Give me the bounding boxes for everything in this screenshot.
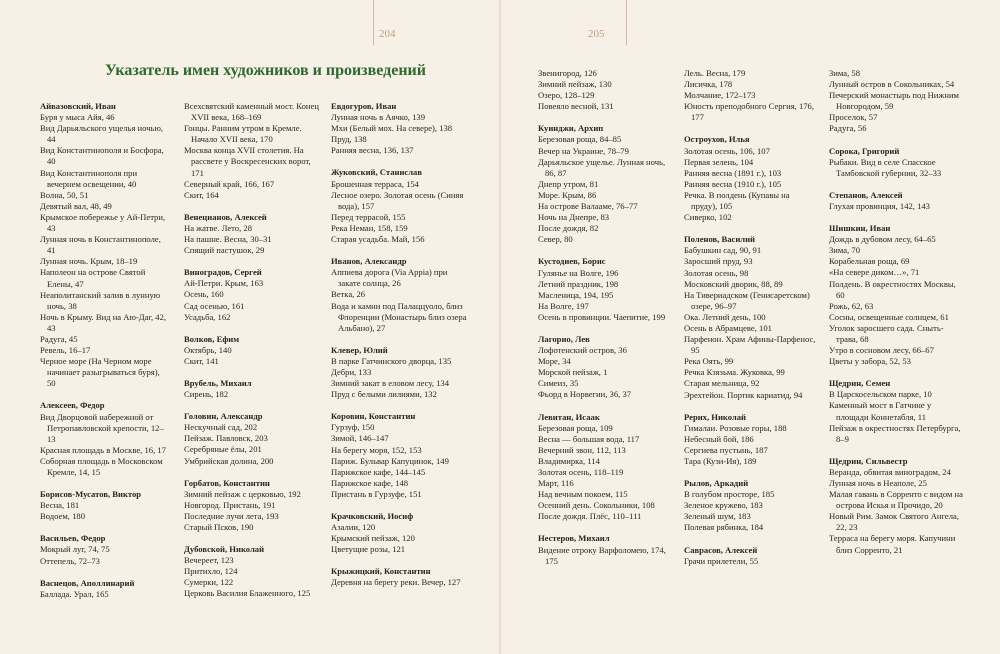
- artist-name: Рылов, Аркадий: [684, 478, 749, 489]
- artwork-entry: Ранняя весна (1891 г.), 103: [684, 167, 782, 178]
- index-entry: [331, 566, 471, 588]
- artwork-entry: Лунная ночь. Крым, 18–19: [40, 256, 138, 267]
- artwork-entry: Северный край, 166, 167: [184, 178, 275, 189]
- artwork-entry: Молчание, 172–173: [684, 90, 756, 101]
- artwork-entry: Новый Рим. Замок Святого Ангела, 22, 23: [829, 511, 959, 533]
- artwork-entry: Река Неман, 158, 159: [331, 222, 408, 233]
- artist-name: Крачковский, Иосиф: [331, 511, 414, 521]
- artwork-entry: Церковь Василия Блаженного, 125: [184, 588, 311, 599]
- artwork-entry: Неаполитанский залив в лунную ночь, 38: [40, 289, 161, 311]
- index-entry: [538, 533, 671, 566]
- artwork-entry: Ранняя весна (1910 г.), 105: [684, 178, 782, 189]
- artwork-entry: Баллада. Урал, 165: [40, 588, 109, 599]
- artwork-entry: Красная площадь в Москве, 16, 17: [40, 444, 166, 455]
- artwork-entry: Азалии, 120: [331, 522, 376, 533]
- index-entry: [829, 456, 965, 556]
- page-number-left: 204: [379, 28, 396, 40]
- artwork-entry: Зеленое кружево, 183: [684, 500, 763, 511]
- artist-name: Саврасов, Алексей: [684, 544, 758, 555]
- artwork-entry: Сиверко, 102: [684, 212, 732, 223]
- index-entry: [184, 411, 322, 466]
- artwork-entry: Зимний закат в еловом лесу, 134: [331, 378, 450, 389]
- artwork-entry: Крымский пейзаж, 120: [331, 533, 415, 544]
- artwork-entry: Зимний пейзаж, 130: [538, 79, 612, 90]
- artwork-entry: Глухая провинция, 142, 143: [829, 200, 930, 211]
- artwork-entry: Октябрь, 140: [184, 344, 232, 355]
- artwork-entry: Сирень, 182: [184, 389, 229, 400]
- index-entry: [684, 234, 816, 400]
- artwork-entry: Дарьяльское ущелье. Лунная ночь, 86, 87: [538, 156, 666, 178]
- artwork-entry: На пашне. Весна, 30–31: [184, 234, 272, 245]
- index-entry: [829, 68, 965, 135]
- artwork-entry: Тара (Кузи-Ия), 189: [684, 456, 757, 466]
- artist-name: Кустодиев, Борис: [538, 256, 606, 267]
- artwork-entry: Полдень. В окрестностях Москвы, 60: [829, 278, 956, 300]
- index-entry: [331, 256, 471, 334]
- artwork-entry: Ночь на Днепре, 83: [538, 212, 610, 223]
- artwork-entry: Речка. В полдень (Купавы на пруду), 105: [684, 189, 790, 212]
- artwork-entry: Скит, 164: [184, 189, 219, 200]
- artwork-entry: Старый Псков, 190: [184, 522, 254, 532]
- artwork-entry: Терраса на берегу моря. Капучини близ Сорренто, 21: [829, 533, 956, 555]
- index-entry: [184, 267, 322, 322]
- artwork-entry: Березовая роща, 84–85: [538, 134, 622, 145]
- artwork-entry: Золотая осень, 98: [684, 267, 749, 278]
- artwork-entry: Сумерки, 122: [184, 577, 234, 588]
- artwork-entry: После дождя, 82: [538, 223, 599, 234]
- artwork-entry: Умбрийская долина, 200: [184, 455, 274, 466]
- artwork-entry: Видение отроку Варфоломею, 174, 175: [538, 544, 666, 566]
- artist-name: Евдогуров, Иван: [331, 101, 397, 111]
- index-entry: [184, 334, 322, 367]
- artist-name: Куинджи, Архип: [538, 123, 604, 134]
- index-entry: [40, 489, 170, 522]
- artwork-entry: Рыбаки. Вид в селе Спасское Тамбовской губернии, 32–33: [829, 156, 942, 178]
- artwork-entry: Ока. Летний день, 100: [684, 311, 766, 322]
- artwork-entry: Зима, 70: [829, 245, 860, 256]
- artist-name: Сорока, Григорий: [829, 145, 900, 156]
- artwork-entry: Осень, 160: [184, 289, 224, 300]
- artwork-entry: Гонцы. Ранним утром в Кремле. Начало XVII века, 170: [184, 123, 302, 145]
- artist-name: Волков, Ефим: [184, 333, 240, 344]
- artwork-entry: Летний праздник, 198: [538, 278, 619, 289]
- artwork-entry: Лофотенский остров, 36: [538, 345, 627, 356]
- artwork-entry: Дождь в дубовом лесу, 64–65: [829, 234, 936, 245]
- artwork-entry: Нескучный сад, 202: [184, 422, 258, 433]
- artist-name: Нестеров, Михаил: [538, 533, 610, 544]
- artist-name: Шишкин, Иван: [829, 223, 891, 234]
- artwork-entry: Проселок, 57: [829, 112, 878, 123]
- artwork-entry: Фьорд в Норвегии, 36, 37: [538, 389, 632, 400]
- artist-name: Васильев, Федор: [40, 533, 106, 544]
- artwork-entry: Березовая роща, 109: [538, 422, 613, 433]
- right-page-rule: [626, 0, 627, 45]
- artwork-entry: Скит, 141: [184, 355, 219, 366]
- artist-name: Борисов-Мусатов, Виктор: [40, 489, 142, 500]
- index-entry: [331, 167, 471, 245]
- artwork-entry: Соборная площадь в Московском Кремле, 14, 15: [40, 455, 163, 477]
- index-column-5: [684, 68, 816, 578]
- artwork-entry: Симеиз, 35: [538, 378, 579, 389]
- index-column-2: [184, 101, 322, 611]
- artwork-entry: На жатве. Лето, 28: [184, 222, 252, 233]
- artwork-entry: Морской пейзаж, 1: [538, 367, 608, 378]
- artwork-entry: Весна — большая вода, 117: [538, 433, 640, 444]
- artwork-entry: Наполеон на острове Святой Елены, 47: [40, 267, 146, 289]
- artist-name: Клевер, Юлий: [331, 344, 388, 355]
- artwork-entry: Ревель, 16–17: [40, 345, 91, 356]
- artwork-entry: Уголок заросшего сада. Сныть-трава, 68: [829, 322, 944, 344]
- artwork-entry: Печерский монастырь под Нижним Новгородом, 59: [829, 90, 959, 112]
- artwork-entry: Юность преподобного Сергия, 176, 177: [684, 101, 814, 123]
- artwork-entry: Звенигород, 126: [538, 68, 597, 78]
- index-entry: [184, 478, 322, 533]
- index-entry: [829, 378, 965, 445]
- artwork-entry: Цветы у забора, 52, 53: [829, 356, 911, 367]
- artwork-entry: Осенний день. Сокольники, 108: [538, 500, 655, 511]
- artwork-entry: Утро в сосновом лесу, 66–67: [829, 345, 934, 356]
- artwork-entry: Пейзаж. Павловск, 203: [184, 433, 268, 444]
- artwork-entry: Гулянье на Волге, 196: [538, 267, 619, 278]
- artwork-entry: В голубом просторе, 185: [684, 489, 775, 500]
- artwork-entry: Север, 80: [538, 234, 573, 245]
- artist-name: Лагорио, Лев: [538, 333, 590, 344]
- index-entry: [684, 412, 816, 467]
- artwork-entry: Новгород. Пристань, 191: [184, 499, 276, 510]
- artwork-entry: Эрехтейон. Портик кариатид, 94: [684, 389, 803, 400]
- artwork-entry: Весна, 181: [40, 500, 80, 511]
- artwork-entry: Притихло, 124: [184, 566, 238, 577]
- artwork-entry: Вид Дворцовой набережной от Петропавловской крепости, 12–13: [40, 411, 164, 444]
- artwork-entry: Волна, 50, 51: [40, 189, 89, 200]
- artist-name: Поленов, Василий: [684, 234, 755, 245]
- artwork-entry: Над вечным покоем, 115: [538, 489, 628, 500]
- index-entry: [829, 223, 965, 367]
- artwork-entry: Лунная ночь в Неаполе, 25: [829, 478, 927, 488]
- artwork-entry: Озеро, 128–129: [538, 90, 595, 101]
- artwork-entry: Ночь в Крыму. Вид на Аю-Даг, 42, 43: [40, 311, 167, 333]
- artwork-entry: Усадьба, 162: [184, 311, 231, 322]
- index-entry: [40, 400, 170, 478]
- artwork-entry: Мокрый луг, 74, 75: [40, 544, 110, 555]
- artist-name: Васнецов, Аполлинарий: [40, 577, 135, 588]
- artwork-entry: Веранда, обвитая виноградом, 24: [829, 466, 951, 477]
- left-page-rule: [373, 0, 374, 45]
- index-entry: [684, 545, 816, 567]
- artist-name: Щедрин, Семен: [829, 378, 891, 389]
- artwork-entry: Речка Кзязьма. Жуковка, 99: [684, 367, 785, 378]
- artwork-entry: Москва конца XVII столетия. На рассвете у Воскресенских ворот, 171: [184, 145, 311, 178]
- artwork-entry: На берегу моря, 152, 153: [331, 444, 422, 455]
- artist-name: Айвазовский, Иван: [40, 101, 116, 111]
- artwork-entry: После дождя. Плёс, 110–111: [538, 511, 642, 522]
- artist-name: Иванов, Александр: [331, 256, 407, 267]
- artwork-entry: Старая усадьба. Май, 156: [331, 234, 425, 245]
- artwork-entry: Ранняя весна, 136, 137: [331, 145, 414, 156]
- artwork-entry: На острове Валааме, 76–77: [538, 201, 638, 212]
- artwork-entry: В парке Гатчинского дворца, 135: [331, 355, 452, 366]
- artist-name: Рерих, Николай: [684, 411, 747, 422]
- artwork-entry: Вечереет, 123: [184, 555, 234, 566]
- index-entry: [184, 212, 322, 256]
- artwork-entry: Осень в провинции. Чаепитие, 199: [538, 311, 666, 322]
- artwork-entry: Цветущие розы, 121: [331, 544, 406, 555]
- artwork-entry: Владимирка, 114: [538, 455, 600, 466]
- artwork-entry: Ай-Петри. Крым, 163: [184, 278, 264, 289]
- artwork-entry: Зимний пейзаж с церковью, 192: [184, 488, 301, 499]
- artwork-entry: Крымское побережье у Ай-Петри, 43: [40, 211, 166, 234]
- artwork-entry: Золотая осень, 106, 107: [684, 145, 770, 156]
- artwork-entry: Пейзаж в окрестностях Петербурга, 8–9: [829, 422, 961, 444]
- artwork-entry: На Тивериадском (Генисаретском) озере, 96–97: [684, 289, 810, 311]
- artwork-entry: Девятый вал, 48, 49: [40, 200, 112, 211]
- artist-name: Врубель, Михаил: [184, 377, 252, 388]
- index-entry: [538, 256, 671, 323]
- artwork-entry: Полевая рябинка, 184: [684, 522, 764, 533]
- artwork-entry: Лисичка, 178: [684, 79, 733, 90]
- index-entry: [331, 511, 471, 555]
- artwork-entry: Радуга, 56: [829, 123, 867, 134]
- index-column-1: [40, 101, 170, 611]
- artwork-entry: Грачи прилетели, 55: [684, 555, 759, 566]
- artist-name: Жуковский, Станислав: [331, 167, 422, 178]
- artwork-entry: «На севере диком…», 71: [829, 267, 920, 278]
- artwork-entry: Заросший пруд, 93: [684, 256, 753, 267]
- artwork-entry: Пруд с белыми лилиями, 132: [331, 389, 437, 400]
- artwork-entry: Парижское кафе, 144–145: [331, 466, 426, 477]
- artist-name: Виноградов, Сергей: [184, 267, 262, 278]
- index-entry: [538, 123, 671, 245]
- artwork-entry: Перед террасой, 155: [331, 211, 406, 222]
- index-entry: [184, 544, 322, 599]
- artwork-entry: Парфенон. Храм Афины-Парфенос, 95: [684, 334, 816, 356]
- index-column-6: [829, 68, 965, 567]
- artwork-entry: На Волге, 197: [538, 300, 589, 311]
- artist-name: Головин, Александр: [184, 411, 263, 422]
- index-entry: [829, 190, 965, 212]
- index-entry: [184, 378, 322, 400]
- index-entry: [40, 578, 170, 600]
- artwork-entry: Сосны, освещенные солнцем, 61: [829, 311, 949, 322]
- artwork-entry: Малая гавань в Сорренто с видом на острова Искья и Прочидо, 20: [829, 489, 963, 511]
- artwork-entry: Сергиева пустынь, 187: [684, 444, 768, 455]
- artwork-entry: Вечерний звон, 112, 113: [538, 444, 626, 455]
- artwork-entry: Буря у мыса Айя, 46: [40, 112, 115, 123]
- index-entry: [684, 478, 816, 533]
- artwork-entry: Гималаи. Розовые горы, 188: [684, 422, 787, 433]
- artwork-entry: Вода и камни под Палаццуоло, близ Флоренции (Монастырь близ озера Альбано), 27: [331, 300, 467, 333]
- artist-name: Коровин, Константин: [331, 411, 416, 422]
- artist-name: Степанов, Алексей: [829, 189, 903, 200]
- artwork-entry: Лесное озеро. Золотая осень (Синяя вода), 157: [331, 189, 464, 211]
- artwork-entry: Бабушкин сад, 90, 91: [684, 245, 762, 256]
- artist-name: Горбатов, Константин: [184, 477, 270, 488]
- artwork-entry: Корабельная роща, 69: [829, 256, 910, 267]
- artist-name: Щедрин, Сильвестр: [829, 455, 908, 466]
- artwork-entry: Лунная ночь в Аячко, 139: [331, 112, 425, 123]
- artwork-entry: Серебряные ёлы, 201: [184, 444, 262, 455]
- artwork-entry: Лель. Весна, 179: [684, 68, 746, 78]
- artwork-entry: Река Оять, 99: [684, 356, 734, 367]
- artist-name: Дубовской, Николай: [184, 544, 265, 555]
- artwork-entry: Каменный мост в Гатчине у площади Коннетабля, 11: [829, 400, 932, 422]
- artwork-entry: Лунный остров в Сокольниках, 54: [829, 79, 955, 90]
- index-column-3: [331, 101, 471, 600]
- artwork-entry: Вид Константинополя при вечернем освещении, 40: [40, 167, 138, 189]
- artwork-entry: Вид Константинополя и Босфора, 40: [40, 145, 164, 167]
- index-entry: [331, 411, 471, 500]
- index-entry: [538, 68, 671, 112]
- artwork-entry: Гурзуф, 150: [331, 422, 375, 433]
- index-entry: [538, 412, 671, 523]
- artwork-entry: Зеленый шум, 183: [684, 511, 751, 522]
- artwork-entry: Всехсвятский каменный мост. Конец XVII века, 168–169: [184, 101, 319, 123]
- artwork-entry: Золотая осень, 118–119: [538, 467, 624, 477]
- artwork-entry: Море. Крым, 86: [538, 189, 597, 200]
- artwork-entry: Осень в Абрамцеве, 101: [684, 322, 772, 333]
- artwork-entry: Лунная ночь в Константинополе, 41: [40, 234, 161, 256]
- artwork-entry: Черное море (На Черном море начинает разыгрываться буря), 50: [40, 356, 160, 389]
- artwork-entry: Вечер на Украине, 78–79: [538, 145, 629, 156]
- artwork-entry: Спящий пастушок, 29: [184, 245, 265, 256]
- index-title: Указатель имен художников и произведений: [105, 62, 426, 79]
- artwork-entry: Повеяло весной, 131: [538, 101, 614, 112]
- artwork-entry: Мхи (Белый мох. На севере), 138: [331, 123, 453, 134]
- index-entry: [829, 146, 965, 179]
- index-entry: [40, 533, 170, 566]
- artwork-entry: Деревня на берегу реки. Вечер, 127: [331, 577, 461, 588]
- artist-name: Остроухов, Илья: [684, 134, 750, 145]
- artwork-entry: Зимой, 146–147: [331, 433, 389, 444]
- artwork-entry: Старая мельница, 92: [684, 378, 760, 389]
- index-entry: [684, 134, 816, 223]
- artist-name: Венецианов, Алексей: [184, 211, 267, 222]
- artwork-entry: Сад осенью, 161: [184, 300, 245, 311]
- page-number-right: 205: [588, 28, 605, 40]
- artwork-entry: Парижское кафе, 148: [331, 477, 409, 488]
- artist-name: Левитан, Исаак: [538, 411, 600, 422]
- artwork-entry: Вид Дарьяльского ущелья ночью, 44: [40, 123, 164, 145]
- artwork-entry: Небесный бой, 186: [684, 433, 754, 444]
- artwork-entry: Море, 34: [538, 356, 571, 367]
- artist-name: Крыжицкий, Константин: [331, 566, 431, 577]
- artwork-entry: Зима, 58: [829, 68, 860, 78]
- artwork-entry: Радуга, 45: [40, 333, 78, 344]
- artwork-entry: Водоем, 180: [40, 511, 85, 522]
- index-column-4: [538, 68, 671, 578]
- artwork-entry: В Царскосельском парке, 10: [829, 389, 932, 400]
- artwork-entry: Первая зелень, 104: [684, 156, 754, 167]
- artwork-entry: Последние лучи лета, 193: [184, 510, 279, 521]
- artwork-entry: Пруд, 138: [331, 134, 367, 145]
- index-entry: [40, 101, 170, 389]
- artwork-entry: Рожь, 62, 63: [829, 300, 874, 311]
- artwork-entry: Днепр утром, 81: [538, 178, 599, 189]
- page-gutter: [499, 0, 501, 654]
- artwork-entry: Март, 116: [538, 478, 574, 489]
- index-entry: [538, 334, 671, 401]
- artwork-entry: Оттепель, 72–73: [40, 555, 100, 566]
- artwork-entry: Брошенная терраса, 154: [331, 178, 419, 189]
- artwork-entry: Дебри, 133: [331, 366, 372, 377]
- index-entry: [331, 345, 471, 400]
- artwork-entry: Пристань в Гурзуфе, 151: [331, 488, 422, 499]
- artwork-entry: Масленица, 194, 195: [538, 289, 614, 300]
- artist-name: Алексеев, Федор: [40, 400, 105, 411]
- artwork-entry: Аппиева дорога (Via Appia) при закате солнца, 26: [331, 267, 448, 289]
- artwork-entry: Ветка, 26: [331, 289, 366, 300]
- artwork-entry: Московский дворик, 88, 89: [684, 278, 783, 289]
- artwork-entry: Париж. Бульвар Капуцинок, 149: [331, 455, 449, 466]
- index-entry: [684, 68, 816, 123]
- index-entry: [184, 101, 322, 201]
- index-entry: [331, 101, 471, 156]
